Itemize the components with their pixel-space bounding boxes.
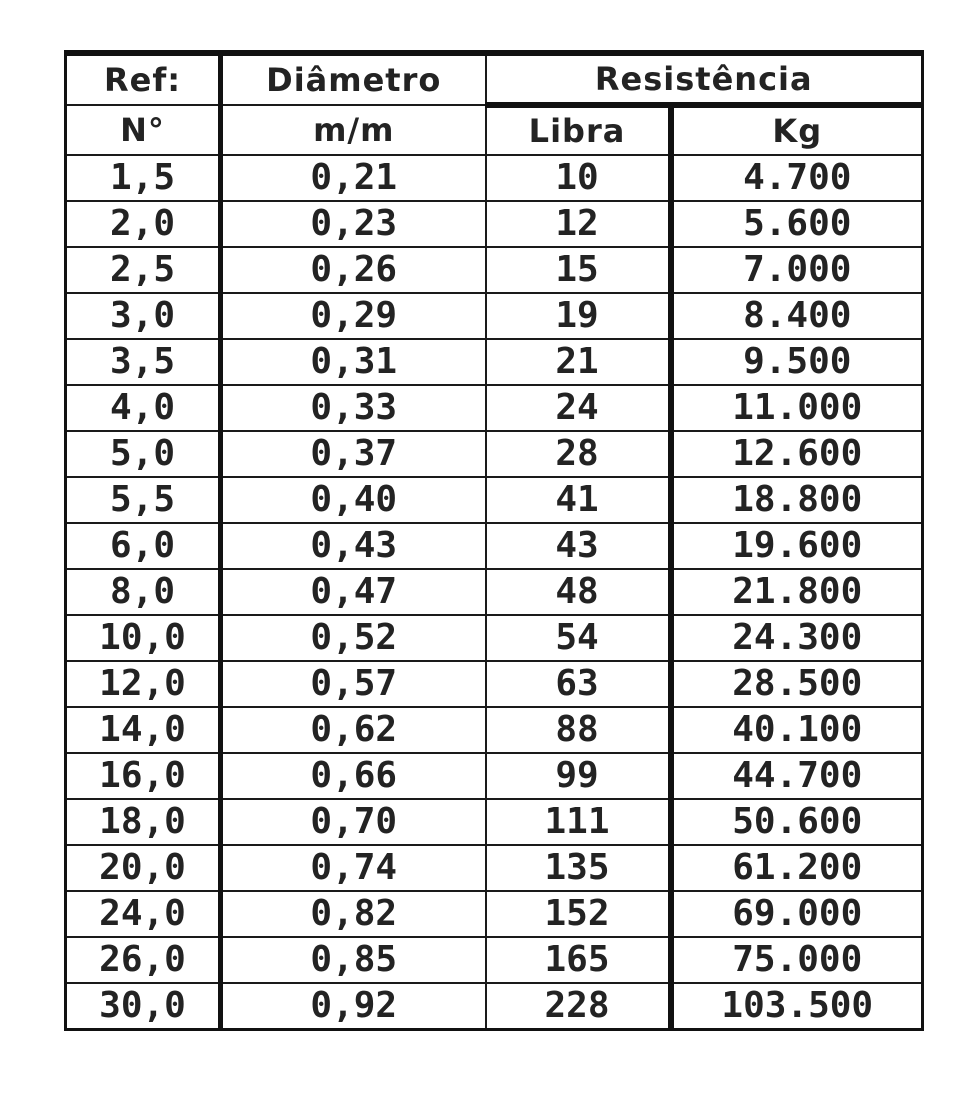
header-diameter-unit: m/m (221, 105, 486, 155)
kg-cell: 103.500 (671, 983, 923, 1030)
diameter-cell: 0,40 (221, 477, 486, 523)
table-row (66, 385, 923, 431)
resistance-table-sheet (64, 50, 921, 1062)
table-row (66, 155, 923, 201)
table-row (66, 799, 923, 845)
diameter-cell: 0,47 (221, 569, 486, 615)
kg-cell: 5.600 (671, 201, 923, 247)
ref-cell: 2,0 (66, 201, 221, 247)
table-row (66, 753, 923, 799)
header-row-bottom (66, 105, 923, 155)
table-row (66, 339, 923, 385)
ref-cell: 16,0 (66, 753, 221, 799)
ref-cell: 4,0 (66, 385, 221, 431)
libra-cell: 28 (486, 431, 671, 477)
ref-cell: 18,0 (66, 799, 221, 845)
libra-cell: 10 (486, 155, 671, 201)
table-row (66, 707, 923, 753)
kg-cell: 21.800 (671, 569, 923, 615)
table-row (66, 477, 923, 523)
libra-cell: 99 (486, 753, 671, 799)
table-row (66, 431, 923, 477)
kg-cell: 69.000 (671, 891, 923, 937)
ref-cell: 8,0 (66, 569, 221, 615)
libra-cell: 54 (486, 615, 671, 661)
diameter-cell: 0,70 (221, 799, 486, 845)
table-body (66, 155, 923, 1030)
ref-cell: 3,0 (66, 293, 221, 339)
kg-cell: 9.500 (671, 339, 923, 385)
diameter-cell: 0,82 (221, 891, 486, 937)
table-row (66, 523, 923, 569)
diameter-cell: 0,74 (221, 845, 486, 891)
kg-cell: 12.600 (671, 431, 923, 477)
diameter-cell: 0,62 (221, 707, 486, 753)
libra-cell: 63 (486, 661, 671, 707)
ref-cell: 12,0 (66, 661, 221, 707)
header-diameter-label: Diâmetro (221, 53, 486, 105)
kg-cell: 75.000 (671, 937, 923, 983)
libra-cell: 48 (486, 569, 671, 615)
ref-cell: 3,5 (66, 339, 221, 385)
diameter-cell: 0,43 (221, 523, 486, 569)
libra-cell: 165 (486, 937, 671, 983)
table-row (66, 845, 923, 891)
kg-cell: 18.800 (671, 477, 923, 523)
libra-cell: 43 (486, 523, 671, 569)
ref-cell: 5,5 (66, 477, 221, 523)
ref-cell: 14,0 (66, 707, 221, 753)
kg-cell: 40.100 (671, 707, 923, 753)
table-header (66, 53, 923, 155)
resistance-table (64, 50, 924, 1031)
table-row (66, 293, 923, 339)
ref-cell: 24,0 (66, 891, 221, 937)
header-number-label: N° (66, 105, 221, 155)
libra-cell: 135 (486, 845, 671, 891)
kg-cell: 4.700 (671, 155, 923, 201)
libra-cell: 152 (486, 891, 671, 937)
ref-cell: 6,0 (66, 523, 221, 569)
kg-cell: 61.200 (671, 845, 923, 891)
diameter-cell: 0,29 (221, 293, 486, 339)
kg-cell: 11.000 (671, 385, 923, 431)
diameter-cell: 0,85 (221, 937, 486, 983)
diameter-cell: 0,26 (221, 247, 486, 293)
table-row (66, 983, 923, 1030)
header-libra-label: Libra (486, 105, 671, 155)
ref-cell: 30,0 (66, 983, 221, 1030)
header-ref-label: Ref: (66, 53, 221, 105)
libra-cell: 12 (486, 201, 671, 247)
diameter-cell: 0,23 (221, 201, 486, 247)
ref-cell: 26,0 (66, 937, 221, 983)
ref-cell: 10,0 (66, 615, 221, 661)
kg-cell: 19.600 (671, 523, 923, 569)
diameter-cell: 0,52 (221, 615, 486, 661)
table-row (66, 937, 923, 983)
diameter-cell: 0,37 (221, 431, 486, 477)
diameter-cell: 0,33 (221, 385, 486, 431)
diameter-cell: 0,31 (221, 339, 486, 385)
libra-cell: 15 (486, 247, 671, 293)
table-row (66, 569, 923, 615)
libra-cell: 111 (486, 799, 671, 845)
libra-cell: 24 (486, 385, 671, 431)
kg-cell: 50.600 (671, 799, 923, 845)
table-row (66, 201, 923, 247)
kg-cell: 24.300 (671, 615, 923, 661)
table-row (66, 615, 923, 661)
header-kg-label: Kg (671, 105, 923, 155)
libra-cell: 228 (486, 983, 671, 1030)
header-resistance-label: Resistência (486, 53, 923, 105)
ref-cell: 5,0 (66, 431, 221, 477)
kg-cell: 8.400 (671, 293, 923, 339)
libra-cell: 21 (486, 339, 671, 385)
ref-cell: 20,0 (66, 845, 221, 891)
kg-cell: 7.000 (671, 247, 923, 293)
table-row (66, 661, 923, 707)
kg-cell: 28.500 (671, 661, 923, 707)
diameter-cell: 0,66 (221, 753, 486, 799)
libra-cell: 88 (486, 707, 671, 753)
table-row (66, 247, 923, 293)
libra-cell: 19 (486, 293, 671, 339)
ref-cell: 1,5 (66, 155, 221, 201)
diameter-cell: 0,92 (221, 983, 486, 1030)
kg-cell: 44.700 (671, 753, 923, 799)
table-row (66, 891, 923, 937)
diameter-cell: 0,21 (221, 155, 486, 201)
diameter-cell: 0,57 (221, 661, 486, 707)
libra-cell: 41 (486, 477, 671, 523)
ref-cell: 2,5 (66, 247, 221, 293)
header-row-top (66, 53, 923, 105)
